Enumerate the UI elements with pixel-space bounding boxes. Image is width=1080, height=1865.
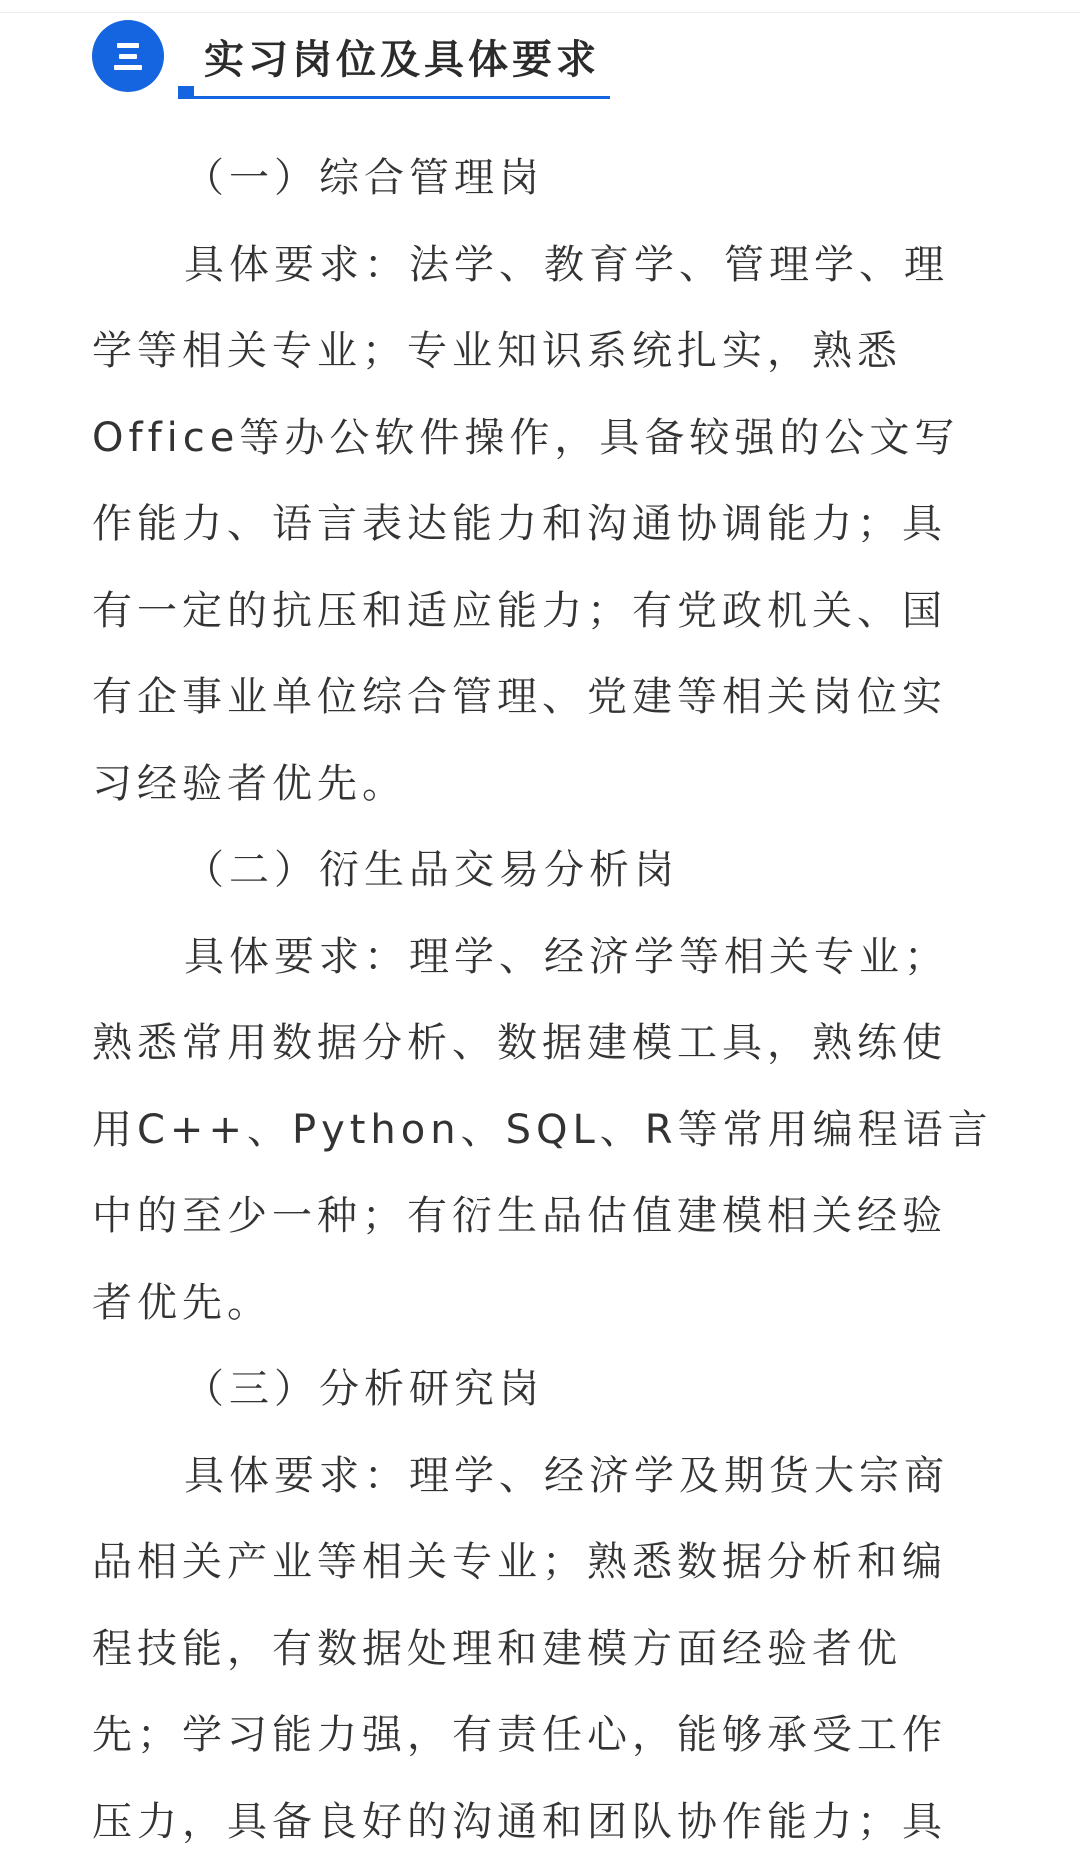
paragraph-line: 习经验者优先。 — [92, 741, 958, 828]
paragraph-line: 程技能，有数据处理和建模方面经验者优 — [92, 1606, 958, 1693]
paragraph-line: 中的至少一种；有衍生品估值建模相关经验 — [92, 1173, 958, 1260]
position-heading-3: （三）分析研究岗 — [92, 1346, 958, 1433]
paragraph-line: 作能力、语言表达能力和沟通协调能力；具 — [92, 481, 958, 568]
section-header — [92, 20, 612, 102]
title-underline — [178, 96, 610, 99]
paragraph-line: 先；学习能力强，有责任心，能够承受工作 — [92, 1692, 958, 1779]
article-body — [92, 135, 958, 1865]
position-heading-1: （一）综合管理岗 — [92, 135, 958, 222]
paragraph-line: 熟悉常用数据分析、数据建模工具，熟练使 — [92, 1000, 958, 1087]
top-divider — [0, 12, 1080, 13]
paragraph-line: 压力，具备良好的沟通和团队协作能力；具 — [92, 1779, 958, 1865]
section-number-glyph — [114, 42, 142, 70]
paragraph-line: 有一定的抗压和适应能力；有党政机关、国 — [92, 568, 958, 655]
section-title: 实习岗位及具体要求 — [204, 28, 600, 85]
paragraph-line: 用C++、Python、SQL、R等常用编程语言 — [92, 1087, 958, 1174]
paragraph-line: 具体要求：理学、经济学及期货大宗商 — [92, 1433, 958, 1520]
position-heading-2: （二）衍生品交易分析岗 — [92, 827, 958, 914]
paragraph-line: 有企事业单位综合管理、党建等相关岗位实 — [92, 654, 958, 741]
paragraph-line: 具体要求：法学、教育学、管理学、理 — [92, 222, 958, 309]
paragraph-line: Office等办公软件操作，具备较强的公文写 — [92, 395, 958, 482]
paragraph-line: 具体要求：理学、经济学等相关专业； — [92, 914, 958, 1001]
section-number-badge — [92, 20, 164, 92]
paragraph-line: 学等相关专业；专业知识系统扎实，熟悉 — [92, 308, 958, 395]
paragraph-line: 品相关产业等相关专业；熟悉数据分析和编 — [92, 1519, 958, 1606]
paragraph-line: 者优先。 — [92, 1260, 958, 1347]
